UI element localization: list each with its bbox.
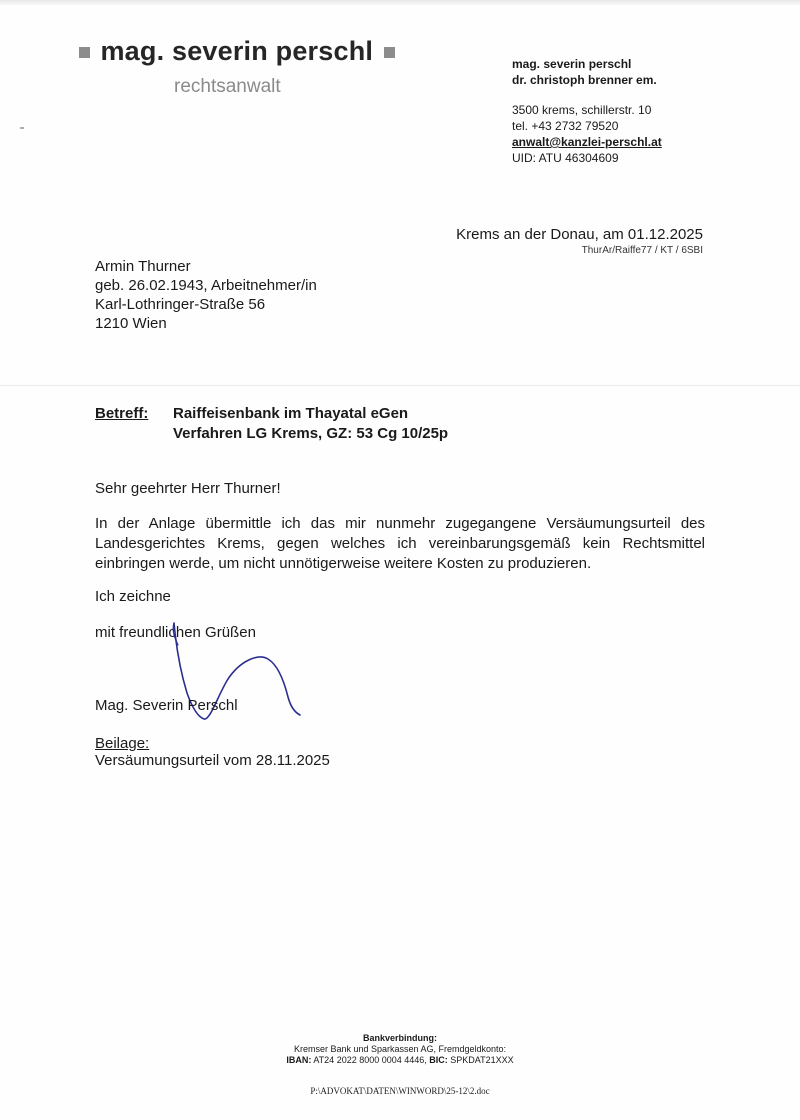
iban-value: AT24 2022 8000 0004 4446,	[311, 1055, 430, 1065]
firm-logo	[79, 36, 395, 67]
body-line-3: einbringen werde, um nicht unnötigerweise weitere Kosten zu produzieren.	[95, 555, 592, 572]
document-filepath: P:\ADVOKAT\DATEN\WINWORD\25-12\2.doc	[310, 1086, 490, 1096]
subject-label: Betreff:	[95, 405, 149, 422]
enclosure-label: Beilage:	[95, 735, 150, 752]
enclosure-item: Versäumungsurteil vom 28.11.2025	[95, 752, 330, 769]
letterhead-partner-2: dr. christoph brenner em.	[512, 73, 657, 87]
salutation: Sehr geehrter Herr Thurner!	[95, 480, 281, 497]
closing-line-2: mit freundlichen Grüßen	[95, 624, 256, 641]
bic-value: SPKDAT21XXX	[447, 1055, 514, 1065]
letterhead-partner-1: mag. severin perschl	[512, 57, 632, 71]
recipient-name: Armin Thurner	[95, 258, 191, 275]
bic-label: BIC:	[429, 1055, 448, 1065]
closing-line-1: Ich zeichne	[95, 588, 171, 605]
margin-mark	[20, 127, 24, 129]
body-line-1: In der Anlage übermittle ich das mir nunmehr zugegangene Versäumungsurteil des	[95, 515, 705, 532]
reference-code: ThurAr/Raiffe77 / KT / 6SBI	[581, 245, 703, 256]
recipient-street: Karl-Lothringer-Straße 56	[95, 296, 266, 313]
body-line-2: Landesgerichtes Krems, gegen welches ich vereinbarungsgemäß kein Rechtsmittel	[95, 535, 705, 552]
logo-name: mag. severin perschl	[100, 36, 374, 66]
letterhead-phone: tel. +43 2732 79520	[512, 119, 619, 133]
letterhead-email: anwalt@kanzlei-perschl.at	[512, 135, 662, 149]
logo-square-left-icon	[79, 47, 90, 58]
fold-line	[0, 385, 800, 386]
letterhead-address: 3500 krems, schillerstr. 10	[512, 103, 652, 117]
logo-subtitle: rechtsanwalt	[174, 76, 281, 97]
recipient-city: 1210 Wien	[95, 315, 167, 332]
bank-account	[0, 1055, 800, 1066]
bank-details	[0, 1033, 800, 1066]
recipient-birth: geb. 26.02.1943, Arbeitnehmer/in	[95, 277, 317, 294]
bank-name: Kremser Bank und Sparkassen AG, Fremdgeldkonto:	[293, 1044, 507, 1054]
place-date: Krems an der Donau, am 01.12.2025	[456, 226, 703, 243]
recipient-address	[95, 257, 317, 333]
subject-line-1: Raiffeisenbank im Thayatal eGen	[173, 405, 409, 422]
scan-edge-shadow	[0, 0, 800, 6]
subject-line-2: Verfahren LG Krems, GZ: 53 Cg 10/25p	[173, 425, 449, 442]
body-paragraph	[95, 514, 705, 574]
bank-title: Bankverbindung:	[362, 1033, 437, 1043]
iban-label: IBAN:	[286, 1055, 312, 1065]
letterhead-contact	[512, 56, 662, 166]
letterhead-uid: UID: ATU 46304609	[512, 151, 619, 165]
signer-name: Mag. Severin Perschl	[95, 697, 238, 714]
logo-square-right-icon	[384, 47, 395, 58]
